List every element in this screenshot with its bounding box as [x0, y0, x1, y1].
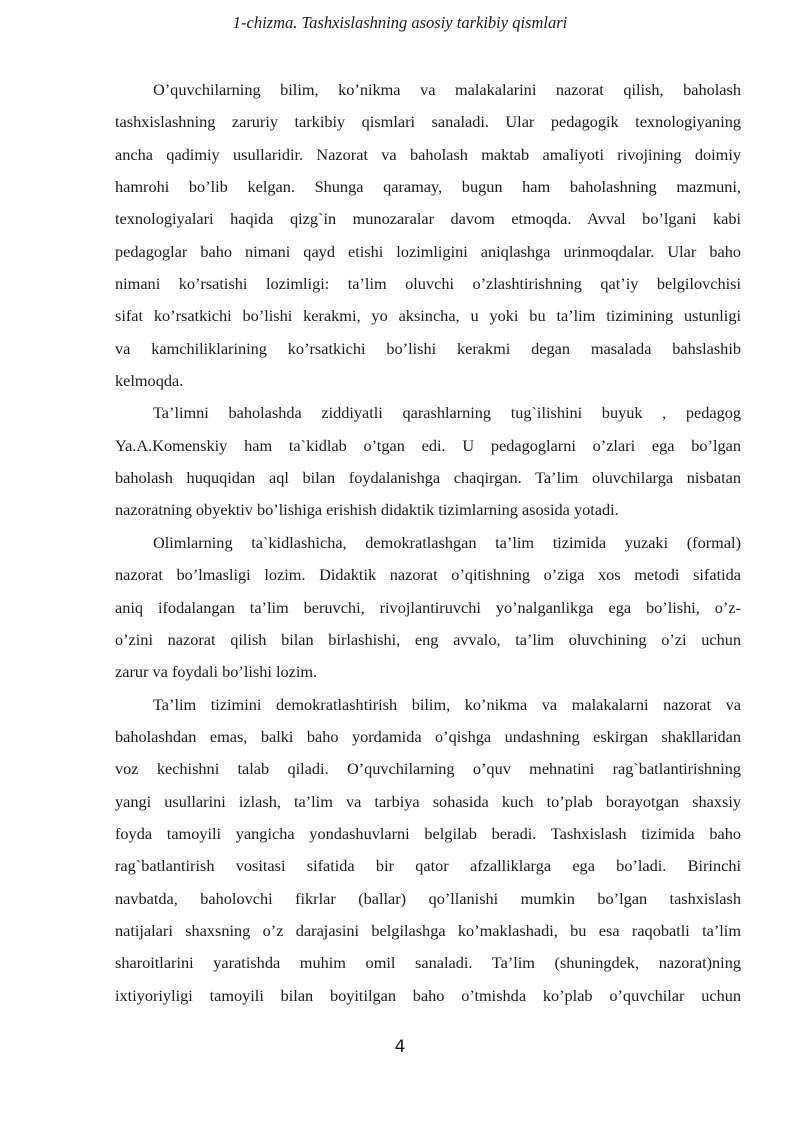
text-line: va kamchiliklarining ko’rsatkichi bo’lishi kerakmi degan masalada bahslashib [115, 338, 741, 358]
text-line: foyda tamoyili yangicha yondashuvlarni belgilab beradi. Tashxislash tizimida baho [115, 823, 741, 843]
text-line: Olimlarning ta`kidlashicha, demokratlashgan ta’lim tizimida yuzaki (formal) [153, 532, 741, 552]
text-line: voz kechishni talab qiladi. O’quvchilarning o’quv mehnatini rag`batlantirishning [115, 759, 741, 779]
text-line: nazorat bo’lmasligi lozim. Didaktik nazorat o’qitishning o’ziga xos metodi sifatida [115, 565, 741, 585]
text-line: kelmoqda. [115, 371, 184, 391]
text-line: navbatda, baholovchi fikrlar (ballar) qo’llanishi mumkin bo’lgan tashxislash [115, 888, 741, 908]
body-text [115, 74, 741, 1012]
text-line: baholashdan emas, balki baho yordamida o’qishga undashning eskirgan shakllaridan [115, 726, 741, 746]
page-number: 4 [394, 1037, 406, 1057]
text-line: natijalari shaxsning o’z darajasini belgilashga ko’maklashadi, bu esa raqobatli ta’lim [115, 920, 741, 940]
text-line: Ta’limni baholashda ziddiyatli qarashlarning tug`ilishini buyuk , pedagog [153, 403, 741, 423]
figure-caption: 1-chizma. Tashxislashning asosiy tarkibiy qismlari [232, 13, 568, 32]
text-line: aniq ifodalangan ta’lim beruvchi, rivojlantiruvchi yo’nalganlikga ega bo’lishi, o’z- [115, 597, 741, 617]
text-line: nimani ko’rsatishi lozimligi: ta’lim oluvchi o’zlashtirishning qat’iy belgilovchisi [115, 274, 741, 294]
text-line: sharoitlarini yaratishda muhim omil sanaladi. Ta’lim (shuningdek, nazorat)ning [115, 953, 741, 973]
text-line: nazoratning obyektiv bo’lishiga erishish didaktik tizimlarning asosida yotadi. [115, 500, 619, 520]
paragraph-1 [115, 74, 741, 397]
text-line: ixtiyoriyligi tamoyili bilan boyitilgan baho o’tmishda ko’plab o’quvchilar uchun [115, 985, 741, 1005]
text-line: baholash huquqidan aql bilan foydalanishga chaqirgan. Ta’lim oluvchilarga nisbatan [115, 468, 741, 488]
paragraph-2 [115, 397, 741, 526]
text-line: pedagoglar baho nimani qayd etishi lozimligini aniqlashga urinmoqdalar. Ular baho [115, 241, 741, 261]
text-line: yangi usullarini izlash, ta’lim va tarbiya sohasida kuch to’plab borayotgan shaxsiy [115, 791, 741, 811]
text-line: O’quvchilarning bilim, ko’nikma va malakalarini nazorat qilish, baholash [153, 80, 741, 99]
text-line: ancha qadimiy usullaridir. Nazorat va baholash maktab amaliyoti rivojining doimiy [115, 144, 741, 164]
paragraph-3 [115, 527, 741, 689]
paragraph-4 [115, 689, 741, 1012]
text-line: hamrohi bo’lib kelgan. Shunga qaramay, bugun ham baholashning mazmuni, [115, 177, 741, 197]
text-line: rag`batlantirish vositasi sifatida bir qator afzalliklarga ega bo’ladi. Birinchi [115, 856, 741, 876]
text-line: Ta’lim tizimini demokratlashtirish bilim, ko’nikma va malakalarni nazorat va [153, 694, 741, 714]
text-line: texnologiyalari haqida qizg`in munozaralar davom etmoqda. Avval bo’lgani kabi [115, 209, 741, 229]
text-line: zarur va foydali bo’lishi lozim. [115, 662, 318, 682]
text-line: sifat ko’rsatkichi bo’lishi kerakmi, yo aksincha, u yoki bu ta’lim tizimining ustunligi [115, 306, 741, 326]
text-line: tashxislashning zaruriy tarkibiy qismlari sanaladi. Ular pedagogik texnologiyaning [115, 112, 741, 132]
text-line: Ya.A.Komenskiy ham ta`kidlab o’tgan edi. U pedagoglarni o’zlari ega bo’lgan [115, 435, 741, 455]
text-line: o’zini nazorat qilish bilan birlashishi, eng avvalo, ta’lim oluvchining o’zi uchun [115, 629, 741, 649]
